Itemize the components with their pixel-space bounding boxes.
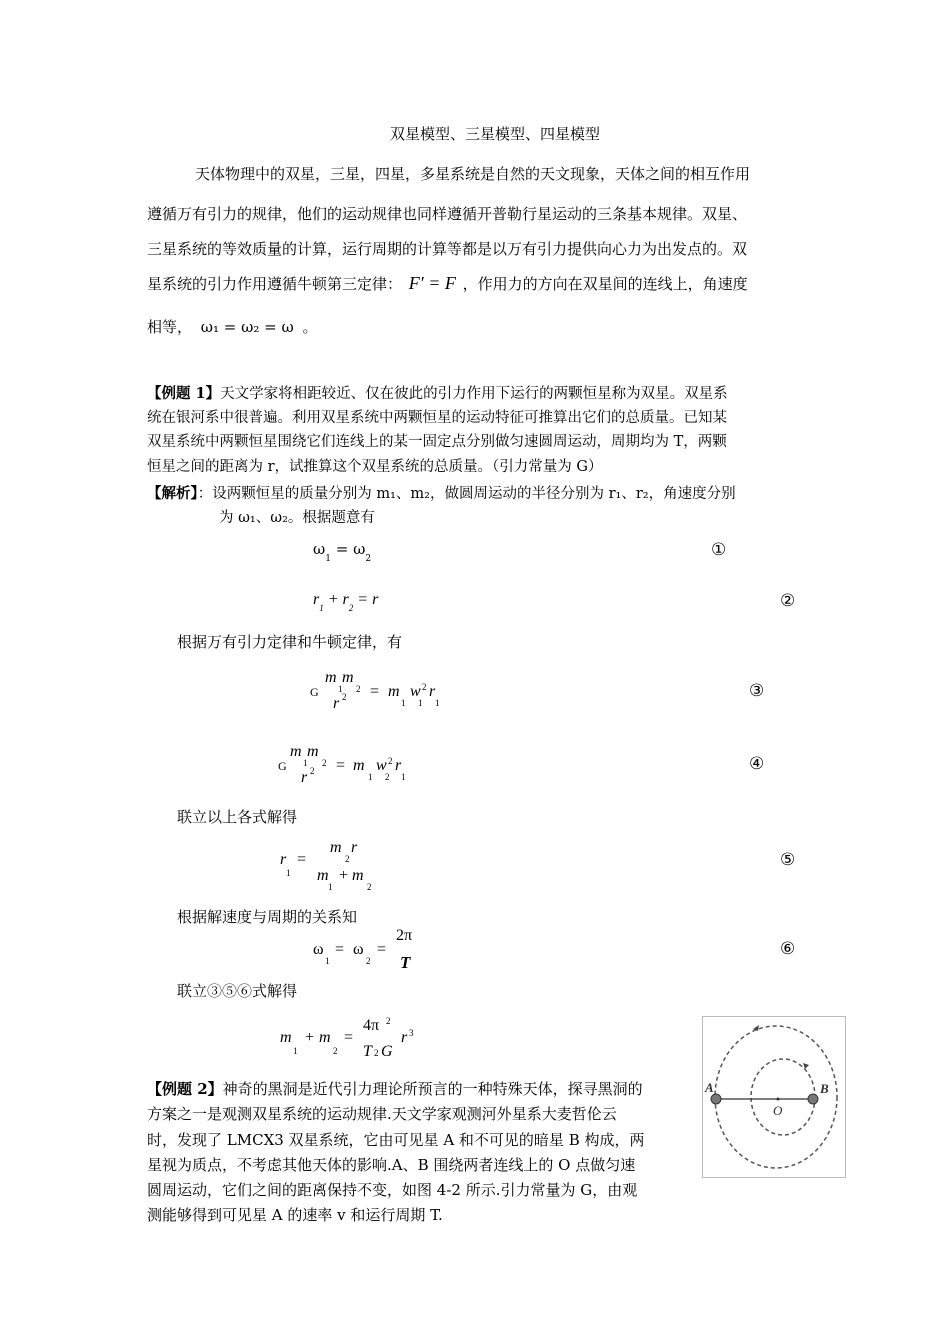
equation-5 (275, 834, 395, 894)
angular-velocity-formula: ω₁ = ω₂ = ω (200, 318, 294, 336)
svg-text:=: = (377, 941, 387, 958)
svg-text:2: 2 (356, 684, 361, 694)
svg-text:r: r (333, 695, 340, 712)
equation-number-3: ③ (749, 681, 765, 701)
svg-text:2: 2 (310, 766, 315, 776)
svg-text:G: G (278, 759, 287, 773)
svg-text:r: r (280, 851, 287, 868)
svg-text:T: T (400, 953, 411, 972)
analysis-line-2: 为 ω₁、ω₂。根据题意有 (219, 510, 375, 526)
svg-text:2: 2 (366, 956, 371, 966)
svg-text:m: m (317, 867, 329, 884)
svg-text:+: + (305, 1029, 315, 1046)
svg-text:=: = (335, 941, 345, 958)
page-title: 双星模型、三星模型、四星模型 (390, 125, 601, 143)
analysis-text-1: ：设两颗恒星的质量分别为 m₁、m₂，做圆周运动的半径分别为 r₁、r₂，角速度分别 (197, 486, 736, 502)
intro-line-3: 三星系统的等效质量的计算，运行周期的计算等都是以万有引力提供向心力为出发点的。双 (147, 240, 748, 258)
svg-text:T: T (363, 1043, 372, 1060)
svg-text:2: 2 (342, 692, 347, 702)
svg-text:m: m (342, 669, 354, 686)
svg-text:m: m (290, 743, 302, 760)
svg-text:m: m (280, 1029, 292, 1046)
equation-1: $\omega_1 = \omega_2$ (313, 540, 372, 564)
svg-text:1: 1 (286, 868, 291, 878)
svg-text:r: r (429, 683, 436, 700)
intro-line-4b: ，作用力的方向在双星间的连线上，角速度 (462, 275, 748, 293)
newton-third-law-formula: F′ = F (408, 273, 456, 293)
svg-text:w: w (376, 757, 387, 774)
orbit-b-inner (751, 1059, 815, 1135)
svg-text:1: 1 (328, 882, 333, 892)
svg-text:w: w (410, 683, 421, 700)
intro-line-4 (147, 273, 748, 294)
analysis-label: 【解析】 (147, 485, 198, 502)
example2-text-1: 神奇的黑洞是近代引力理论所预言的一种特殊天体，探寻黑洞的 (222, 1080, 643, 1098)
svg-text:m: m (352, 867, 364, 884)
equation-number-2: ② (780, 591, 796, 611)
svg-text:2: 2 (422, 682, 427, 692)
svg-text:2: 2 (374, 1048, 379, 1058)
svg-text:4π: 4π (363, 1017, 380, 1034)
svg-text:2: 2 (388, 756, 393, 766)
text-final: 联立③⑤⑥式解得 (177, 982, 298, 1000)
text-period-relation: 根据解速度与周期的关系知 (177, 908, 358, 926)
svg-text:m: m (330, 839, 342, 856)
example1-line-1 (147, 382, 728, 403)
svg-text:3: 3 (409, 1028, 414, 1038)
equation-final (275, 1010, 435, 1066)
svg-text:r: r (301, 769, 308, 786)
svg-text:2: 2 (386, 1016, 391, 1026)
equation-number-5: ⑤ (780, 850, 796, 870)
svg-text:1: 1 (418, 698, 423, 708)
intro-line-2: 遵循万有引力的规律，他们的运动规律也同样遵循开普勒行星运动的三条基本规律。双星、 (147, 205, 748, 223)
svg-text:2: 2 (333, 1046, 338, 1056)
example2-label: 【例题 2】 (147, 1080, 223, 1098)
equation-number-6: ⑥ (780, 939, 796, 959)
example2-line-2: 方案之一是观测双星系统的运动规律.天文学家观测河外星系大麦哲伦云 (147, 1105, 617, 1123)
svg-text:=: = (370, 683, 380, 700)
svg-text:m: m (388, 683, 400, 700)
svg-text:m: m (319, 1029, 331, 1046)
label-o: O (773, 1103, 783, 1118)
svg-text:m: m (353, 757, 365, 774)
svg-text:2: 2 (367, 882, 372, 892)
svg-text:ω: ω (353, 941, 364, 958)
example2-line-1 (147, 1078, 643, 1099)
equation-number-1: ① (711, 540, 727, 560)
text-newton-law: 根据万有引力定律和牛顿定律，有 (177, 633, 403, 651)
svg-text:m: m (325, 669, 337, 686)
svg-text:1: 1 (293, 1046, 298, 1056)
svg-text:2: 2 (322, 758, 327, 768)
binary-star-diagram (703, 1017, 845, 1177)
example2-line-5: 圆周运动，它们之间的距离保持不变，如图 4-2 所示.引力常量为 G，由观 (147, 1181, 638, 1199)
equation-2: $r_1 + r_2 = r$ (313, 591, 379, 613)
svg-text:1: 1 (401, 772, 406, 782)
svg-text:r: r (401, 1029, 408, 1046)
label-a: A (705, 1080, 714, 1095)
svg-text:=: = (297, 851, 307, 868)
equation-4 (273, 738, 433, 788)
svg-text:2: 2 (345, 854, 350, 864)
example1-line-4: 恒星之间的距离为 r，试推算这个双星系统的总质量。（引力常量为 G） (147, 459, 603, 475)
example2-line-4: 星视为质点，不考虑其他天体的影响.A、B 围绕两者连线上的 O 点做匀速 (147, 1156, 636, 1174)
analysis-line-1 (147, 482, 736, 503)
svg-text:2π: 2π (396, 927, 413, 944)
intro-line-5 (147, 316, 318, 337)
intro-line-5a: 相等， (147, 318, 193, 336)
example1-line-3: 双星系统中两颗恒星围绕它们连线上的某一固定点分别做匀速圆周运动，周期均为 T，两颗 (147, 434, 727, 450)
svg-text:=: = (344, 1029, 354, 1046)
svg-text:G: G (381, 1043, 393, 1060)
arrow-inner-icon (803, 1063, 809, 1069)
example1-line-2: 统在银河系中很普遍。利用双星系统中两颗恒星的运动特征可推算出它们的总质量。已知某 (147, 410, 727, 426)
svg-text:1: 1 (338, 684, 343, 694)
intro-line-5b: 。 (302, 318, 318, 336)
svg-text:2: 2 (385, 772, 390, 782)
svg-text:=: = (336, 757, 346, 774)
intro-line-1: 天体物理中的双星，三星，四星，多星系统是自然的天文现象，天体之间的相互作用 (195, 165, 751, 183)
example2-line-6: 测能够得到可见星 A 的速率 v 和运行周期 T. (147, 1206, 443, 1224)
example1-label: 【例题 1】 (147, 385, 221, 402)
text-combine: 联立以上各式解得 (177, 808, 298, 826)
example1-text-1: 天文学家将相距较近、仅在彼此的引力作用下运行的两颗恒星称为双星。双星系 (220, 386, 728, 402)
svg-text:1: 1 (303, 758, 308, 768)
center-point-o (777, 1098, 780, 1101)
svg-text:m: m (307, 743, 319, 760)
svg-text:1: 1 (325, 956, 330, 966)
label-b: B (820, 1081, 829, 1096)
star-b (808, 1094, 818, 1104)
star-a (711, 1094, 721, 1104)
example2-line-3: 时，发现了 LMCX3 双星系统，它由可见星 A 和不可见的暗星 B 构成，两 (147, 1131, 645, 1149)
svg-text:1: 1 (368, 772, 373, 782)
equation-number-4: ④ (749, 754, 765, 774)
equation-6 (308, 924, 428, 976)
svg-text:+: + (339, 867, 349, 884)
intro-line-4a: 星系统的引力作用遵循牛顿第三定律： (147, 275, 403, 293)
svg-text:G: G (310, 685, 319, 699)
svg-text:r: r (351, 839, 358, 856)
orbit-a-outer (715, 1026, 837, 1168)
equation-3 (305, 664, 465, 714)
svg-text:1: 1 (401, 698, 406, 708)
svg-text:ω: ω (313, 941, 324, 958)
svg-text:r: r (395, 757, 402, 774)
binary-star-figure (702, 1016, 846, 1178)
svg-text:1: 1 (435, 698, 440, 708)
